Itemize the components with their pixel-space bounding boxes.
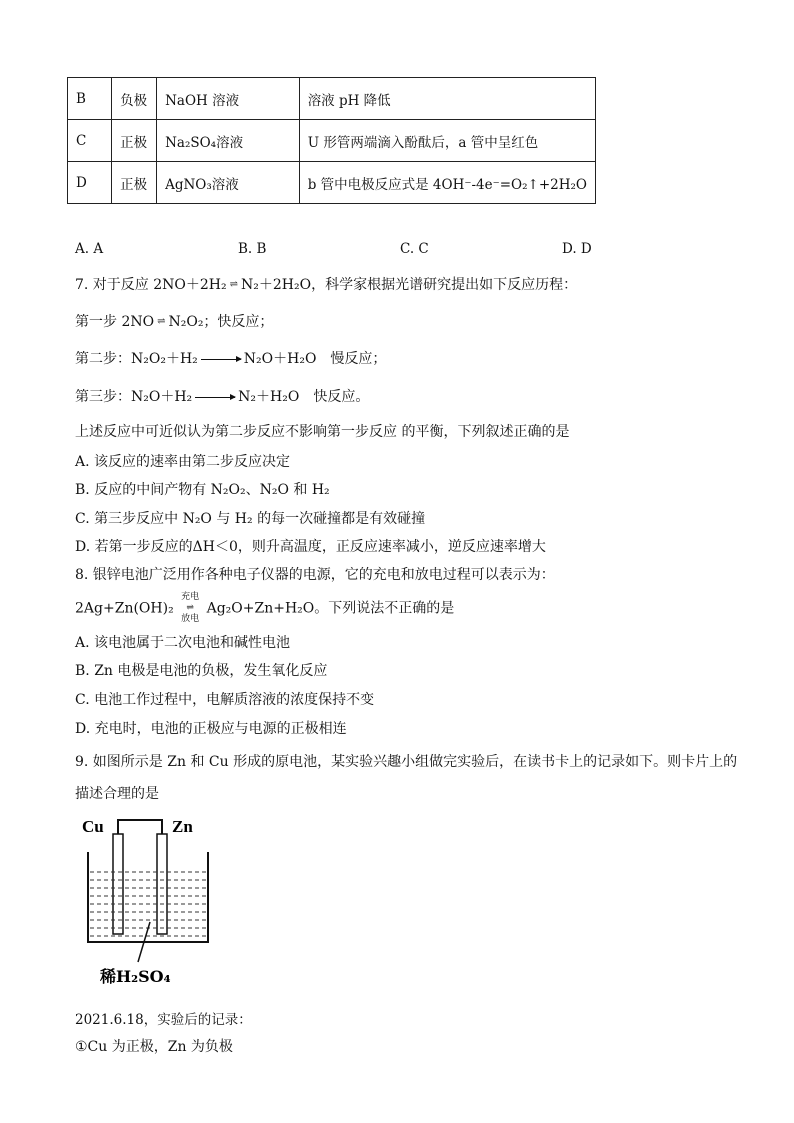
q7-option-d: D. 若第一步反应的ΔH＜0，则升高温度，正反应速率减小，逆反应速率增大 (75, 539, 546, 555)
q7-stem-pre: 7. 对于反应 2NO＋2H₂ (75, 277, 227, 293)
reversible-arrow-icon: ⇌ (157, 316, 166, 327)
charge-label: 充电 (181, 592, 200, 602)
record-item-1: ①Cu 为正极，Zn 为负极 (75, 1039, 233, 1055)
q8-eq-post: Ag₂O+Zn+H₂O。下列说法不正确的是 (206, 600, 455, 617)
q7-step1-pre: 第一步 2NO (75, 314, 155, 330)
table-cell: C (68, 120, 112, 162)
q9-stem-line1: 9. 如图所示是 Zn 和 Cu 形成的原电池，某实验兴趣小组做完实验后，在读书卡上的记录如下。则卡片上的 (75, 754, 738, 770)
reversible-arrow-icon: ⇌ (229, 279, 239, 290)
q9-stem-line2: 描述合理的是 (75, 786, 159, 802)
galvanic-cell-figure (80, 812, 220, 990)
q6-choice-c: C. C (400, 241, 429, 257)
q8-eq-pre: 2Ag+Zn(OH)₂ (75, 600, 174, 617)
q8-option-c: C. 电池工作过程中，电解质溶液的浓度保持不变 (75, 692, 375, 708)
table-cell: NaOH 溶液 (157, 78, 300, 120)
arrow-icon (201, 359, 241, 360)
q8-option-b: B. Zn 电极是电池的负极，发生氧化反应 (75, 663, 328, 679)
q6-choice-b: B. B (238, 241, 267, 257)
q7-option-b: B. 反应的中间产物有 N₂O₂、N₂O 和 H₂ (75, 482, 330, 498)
q7-step1 (75, 311, 273, 331)
q7-step1-post: N₂O₂；快反应； (168, 314, 274, 330)
acid-label: 稀H₂SO₄ (100, 967, 171, 986)
options-table (67, 77, 596, 204)
cu-label: Cu (82, 817, 104, 836)
charge-discharge-arrow: 充电 ⇌ 放电 (181, 592, 200, 624)
q8-equation (75, 592, 454, 625)
record-date: 2021.6.18，实验后的记录： (75, 1012, 252, 1028)
zn-electrode (157, 834, 167, 934)
q6-choice-a: A. A (75, 241, 104, 257)
q8-option-a: A. 该电池属于二次电池和碱性电池 (75, 635, 291, 651)
q7-stem-post: N₂＋2H₂O，科学家根据光谱研究提出如下反应历程： (241, 277, 578, 293)
wire (118, 820, 162, 836)
table-row (68, 78, 596, 120)
q8-stem: 8. 银锌电池广泛用作各种电子仪器的电源，它的充电和放电过程可以表示为： (75, 567, 555, 583)
table-cell: AgNO₃溶液 (157, 162, 300, 204)
q6-choice-d: D. D (562, 241, 592, 257)
table-row (68, 120, 596, 162)
table-cell: D (68, 162, 112, 204)
table-cell: B (68, 78, 112, 120)
arrow-icon (195, 397, 235, 398)
table-cell: 负极 (112, 78, 157, 120)
q7-stem (75, 274, 577, 294)
cu-electrode (113, 834, 123, 934)
q7-option-a: A. 该反应的速率由第二步反应决定 (75, 454, 291, 470)
q7-option-c: C. 第三步反应中 N₂O 与 H₂ 的每一次碰撞都是有效碰撞 (75, 511, 426, 527)
q7-step3-post: N₂＋H₂O 快反应。 (238, 389, 370, 405)
q8-option-d: D. 充电时，电池的正极应与电源的正极相连 (75, 721, 347, 737)
table-cell: U 形管两端滴入酚酞后，a 管中呈红色 (299, 120, 595, 162)
table-cell: Na₂SO₄溶液 (157, 120, 300, 162)
galvanic-cell-diagram (80, 812, 220, 990)
q7-step2-pre: 第二步：N₂O₂＋H₂ (75, 351, 198, 367)
discharge-label: 放电 (181, 614, 200, 624)
q7-step2 (75, 348, 386, 368)
table-cell: 溶液 pH 降低 (299, 78, 595, 120)
table-cell: b 管中电极反应式是 4OH⁻-4e⁻=O₂↑+2H₂O (299, 162, 595, 204)
q7-question: 上述反应中可近似认为第二步反应不影响第一步反应 的平衡，下列叙述正确的是 (75, 424, 570, 440)
table-cell: 正极 (112, 162, 157, 204)
q7-step3 (75, 386, 369, 406)
q7-step3-pre: 第三步：N₂O＋H₂ (75, 389, 193, 405)
zn-label: Zn (172, 817, 193, 836)
table-cell: 正极 (112, 120, 157, 162)
table-row (68, 162, 596, 204)
q7-step2-post: N₂O＋H₂O 慢反应； (243, 351, 387, 367)
